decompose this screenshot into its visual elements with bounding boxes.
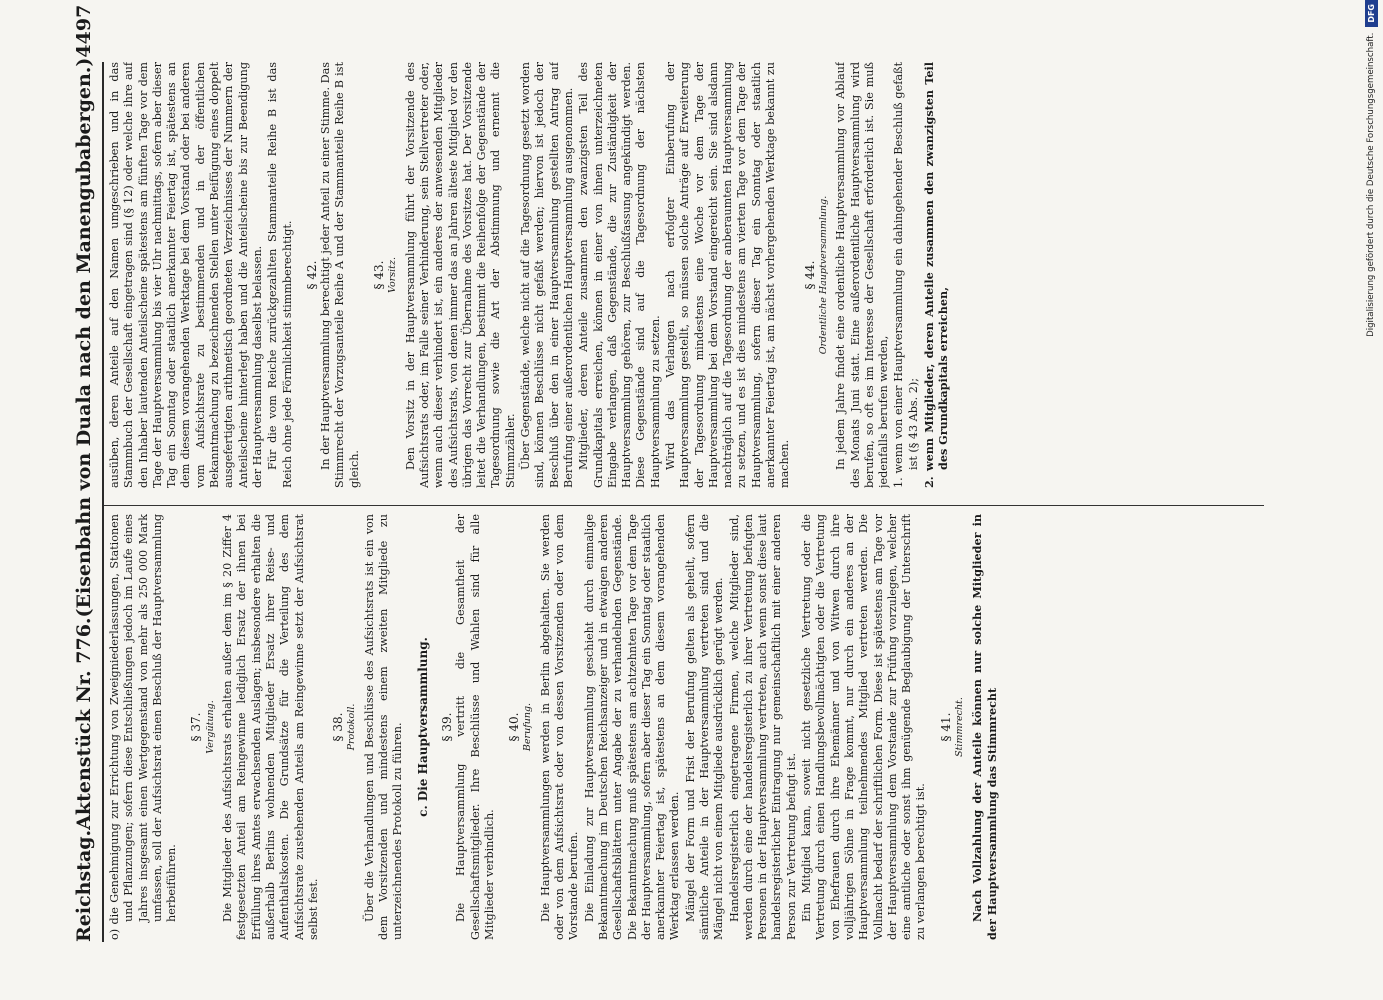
digitization-note — [1362, 0, 1380, 1000]
item-o: o) die Genehmigung zur Errichtung von Zweigniederlassungen, Stationen und Pflanzungen; sofern diese Entschließungen jedoch im Laufe eines Jahres insgesamt einen Wertgegenstand von mehr als 250 000 Mark umfassen, soll der Aufsichtsrat einen Beschluß der Hauptversammlung herbeiführen. — [108, 514, 179, 940]
section-37-heading: § 37. — [189, 712, 204, 742]
column-divider — [104, 505, 1264, 506]
section-44-item-2: 2. wenn Mitglieder, deren Anteile zusammen den zwanzigsten Teil des Grundkapitals erreichen, — [922, 62, 951, 488]
section-37-subtitle: Vergütung. — [204, 700, 216, 754]
section-41-subtitle: Stimmrecht. — [954, 697, 966, 757]
section-38-heading: § 38. — [331, 712, 346, 742]
section-40-text-5: Ein Mitglied kann, soweit nicht gesetzliche Vertretung oder die Vertretung durch einen Handlungsbevollmächtigten oder die Vertretung von Ehefrauen durch ihre Ehemänner und von Witwen durch ihre volljährigen Söhne in Frage kommt, nur durch ein anderes an der Hauptversammlung teilnehmendes Mitglied vertreten werden. Die Vollmacht bedarf der schriftlichen Form. Diese ist spätestens am Tage vor der Hauptversammlung dem Vorstande zur Prüfung vorzulegen, welcher eine amtliche oder sonst ihm genügende Beglaubigung der Unterschrift zu verlangen berechtigt ist. — [800, 514, 928, 940]
dfg-logo: DFG — [1365, 0, 1378, 27]
section-43-heading: § 43. — [372, 260, 387, 290]
section-43-text-3: Mitglieder, deren Anteile zusammen den zwanzigsten Teil des Grundkapitals erreichen, können in einer von ihnen unterzeichneten Eingabe verlangen, daß Gegenstände, die zur Zuständigkeit der Hauptversammlung gehören, zur Beschlußfassung angekündigt werden. Diese Gegenstände sind auf die Tagesordnung der nächsten Hauptversammlung zu setzen. — [577, 62, 662, 488]
section-43-text-2: Über Gegenstände, welche nicht auf die Tagesordnung gesetzt worden sind, können Beschlüsse nicht gefaßt werden; hiervon ist jedoch der Beschluß über den in einer Hauptversammlung gestellten Antrag auf Berufung einer außerordentlichen Hauptversammlung ausgenommen. — [519, 62, 575, 488]
section-38-subtitle: Protokoll. — [346, 703, 358, 751]
header-center: Aktenstück Nr. 776. — [73, 617, 95, 830]
section-43-text-4: Wird das Verlangen nach erfolgter Einberufung der Hauptversammlung gestellt, so müssen solche Anträge auf Erweiterung der Tagesordnung mindestens eine Woche vor dem Tage der Hauptversammlung bei dem Vorstand eingereicht sein. Sie sind alsdann nachträglich auf die Tagesordnung der anberaumten Hauptversammlung zu setzen, und es ist dies mindestens am vierten Tage vor dem Tage der Hauptversammlung, sofern dieser Tag ein Sonntag oder staatlich anerkannter Feiertag ist, am nächst vorhergehenden Werktage bekannt zu machen. — [663, 62, 792, 488]
section-43-text-1: Den Vorsitz in der Hauptversammlung führt der Vorsitzende des Aufsichtsrats oder, im Falle seiner Verhinderung, sein Stellvertreter oder, wenn auch dieser verhindert ist, ein anderes der anwesenden Mitglieder des Aufsichtsrats, von denen immer das an Jahren älteste Mitglied vor den übrigen das Vorrecht zur Übernahme des Vorsitzes hat. Der Vorsitzende leitet die Verhandlungen, bestimmt die Reihenfolge der Gegenstände der Tagesordnung sowie die Art der Abstimmung und ernennt die Stimmzähler. — [403, 62, 517, 488]
section-44-heading: § 44. — [802, 260, 817, 290]
section-39-text: Die Hauptversammlung vertritt die Gesamtheit der Gesellschaftsmitglieder. Ihre Beschlüsse und Wahlen sind für alle Mitglieder verbindlich. — [454, 514, 496, 940]
section-38-text: Über die Verhandlungen und Beschlüsse des Aufsichtsrats ist ein von dem Vorsitzenden und mindestens einem zweiten Mitgliede zu unterzeichnendes Protokoll zu führen. — [362, 514, 405, 940]
section-40-text-1: Die Hauptversammlungen werden in Berlin abgehalten. Sie werden oder von dem Aufsichtsrat oder von dessen Vorsitzenden oder von dem Vorstande berufen. — [538, 514, 581, 940]
digitization-note-text: Digitalisierung gefördert durch die Deutsche Forschungsgemeinschaft. — [1366, 32, 1376, 337]
page-header — [66, 4, 104, 942]
section-42-text: In der Hauptversammlung berechtigt jeder Anteil zu einer Stimme. Das Stimmrecht der Vorzugsanteile Reihe A und der Stammanteile Reihe B ist gleich. — [319, 62, 361, 488]
section-40-subtitle: Berufung. — [522, 702, 534, 752]
header-right: (Eisenbahn von Duala nach den Manengubabergen.) — [73, 57, 95, 618]
section-40-text-3: Mängel der Form und Frist der Berufung gelten als geheilt, sofern sämtliche Anteile in der Hauptversammlung vertreten sind und die Mängel nicht von einem Mitgliede ausdrücklich gerügt werden. — [683, 514, 726, 940]
section-39-heading: § 39. — [439, 712, 454, 742]
section-44-subtitle: Ordentliche Hauptversammlung. — [817, 195, 829, 355]
right-column — [108, 62, 1258, 488]
left-column — [108, 514, 1258, 940]
continuation-text-2: Für die vom Reiche zurückgezahlten Stammanteile Reihe B ist das Reich ohne jede Förmlichkeit stimmberechtigt. — [266, 62, 294, 488]
section-41-text: Nach Vollzahlung der Anteile können nur solche Mitglieder in der Hauptversammlung das Stimmrecht — [970, 514, 999, 940]
section-41-heading: § 41. — [938, 712, 953, 742]
section-40-text-4: Handelsregisterlich eingetragene Firmen, welche Mitglieder sind, werden durch eine der handelsregisterlich zu ihrer Vertretung befugten Personen in der Hauptversammlung vertreten, auch wenn sonst diese laut handelsregisterlicher Eintragung nur gemeinschaftlich mit einer anderen Person zur Vertretung befugt ist. — [727, 514, 798, 940]
page-number: 4497 — [73, 4, 95, 58]
continuation-text: ausüben, deren Anteile auf den Namen umgeschrieben und in das Stammbuch der Gesellschaft eingetragen sind (§ 12) oder welche ihre auf den Inhaber lautenden Anteilscheine spätestens am fünften Tage vor dem Tage der Hauptversammlung bis vier Uhr nachmittags, sofern aber dieser Tag ein Sonntag oder staatlich anerkannter Feiertag ist, spätestens an dem diesem vorangehenden Werktage bei dem Vorstand oder bei anderen vom Aufsichtsrate zu bestimmenden und in der öffentlichen Bekanntmachung zu bezeichnenden Stellen unter Beifügung eines doppelt ausgefertigten arithmetisch geordneten Verzeichnisses der Nummern der Anteilscheine hinterlegt haben und die Anteilscheine bis zur Beendigung der Hauptversammlung daselbst belassen. — [108, 62, 264, 488]
section-44-item-1: 1. wenn von einer Hauptversammlung ein dahingehender Beschluß gefaßt ist (§ 43 Abs. 2); — [892, 62, 920, 488]
section-44-text: In jedem Jahre findet eine ordentliche Hauptversammlung vor Ablauf des Monats Juni statt. Eine außerordentliche Hauptversammlung wird berufen, so oft es im Interesse der Gesellschaft erforderlich ist. Sie muß jedenfalls berufen werden, — [834, 62, 891, 488]
section-40-text-2: Die Einladung zur Hauptversammlung geschieht durch einmalige Bekanntmachung im Deutschen Reichsanzeiger und in etwaigen anderen Gesellschaftsblättern unter Angabe der zu verhandelnden Gegenstände. Die Bekanntmachung muß spätestens am achtzehnten Tage vor dem Tage der Hauptversammlung, sofern aber dieser Tag ein Sonntag oder staatlich anerkannter Feiertag ist, spätestens an dem diesem vorangehenden Werktag erlassen werden. — [582, 514, 682, 940]
section-37-text: Die Mitglieder des Aufsichtsrats erhalten außer dem im § 20 Ziffer 4 festgesetzten Anteil am Reingewinne lediglich Ersatz der ihnen bei Erfüllung ihres Amtes erwachsenden Auslagen; insbesondere erhalten die außerhalb Berlins wohnenden Mitglieder Ersatz ihrer Reise- und Aufenthaltskosten. Die Grundsätze für die Verteilung des dem Aufsichtsrate zustehenden Anteils am Reingewinne setzt der Aufsichtsrat selbst fest. — [221, 514, 320, 940]
part-c-heading: c. Die Hauptversammlung. — [415, 637, 430, 817]
section-43-subtitle: Vorsitz. — [387, 257, 399, 294]
section-42-heading: § 42. — [304, 260, 319, 290]
section-40-heading: § 40. — [507, 712, 522, 742]
header-left: Reichstag. — [73, 829, 95, 942]
